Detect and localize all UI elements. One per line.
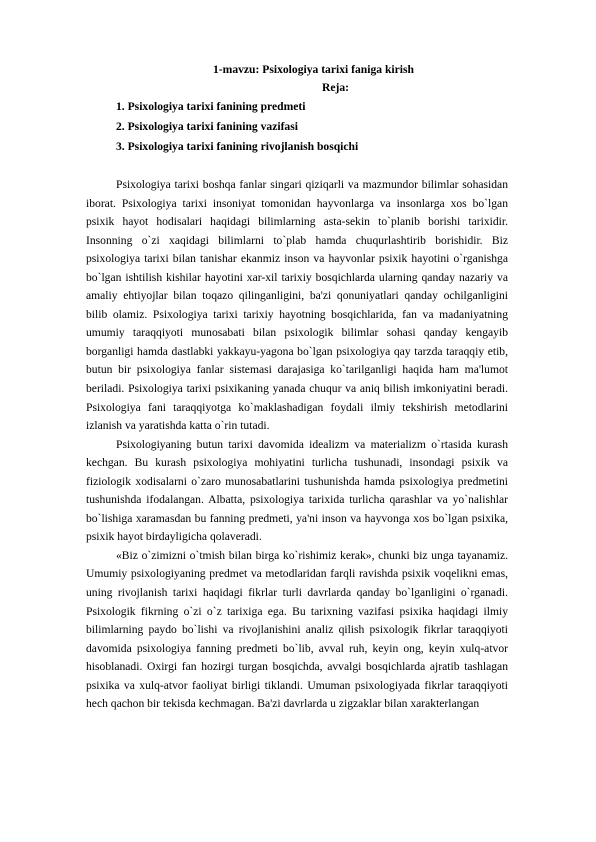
plan-heading: Reja: bbox=[322, 81, 350, 94]
document-body bbox=[86, 176, 508, 714]
plan-list bbox=[116, 97, 358, 157]
plan-item: 2. Psixologiya tarixi fanining vazifasi bbox=[116, 120, 298, 133]
document-title: 1-mavzu: Psixologiya tarixi faniga kirish bbox=[213, 63, 414, 76]
plan-item: 3. Psixologiya tarixi fanining rivojlanish bosqichi bbox=[116, 140, 359, 153]
body-paragraph: Psixologiya tarixi boshqa fanlar singari qiziqarli va mazmundor bilimlar sohasidan iborat. Psixologiya tarixi insoniyat tomonidan hayvonlarga va insonlarga xos bo`lgan psixik hayot hodisalari haqidagi bilimlarning asta-sekin to`planib borishi tarixidir. Insonning o`zi xaqidagi bilimlarni to`plab hamda chuqurlashtirib borishidir. Biz psixologiya tarixi bilan tanishar ekanmiz inson va hayvonlar psixik hayotini o`rganishga bo`lgan ishtilish kishilar hayotini xar-xil tarixiy bosqichlarda ularning qanday nazariy va amaliy ehtiyojlar bilan toqazo qilinganligini, ba'zi qonuniyatlari qanday ochilganligini bilib olamiz. Psixologiya tarixi tarixiy hayotning bosqichlarida, fan va madaniyatning umumiy taraqqiyoti munosabati bilan psixologik bilimlar sohasi qanday kengayib borganligi hamda dastlabki yakkayu-yagona bo`lgan psixologiya qay tarzda taraqqiy etib, butun bir psixologiya fanlar sistemasi darajasiga ko`tarilganligi haqida ham ma'lumot beriladi. Psixologiya tarixi psixikaning yanada chuqur va aniq bilish imkoniyatini beradi. Psixologiya fani taraqqiyotga ko`maklashadigan foydali ilmiy tekshirish metodlarini izlanish va yaratishda katta o`rin tutadi. bbox=[86, 178, 508, 433]
body-paragraph: «Biz o`zimizni o`tmish bilan birga ko`rishimiz kerak», chunki biz unga tayanamiz. Umumiy psixologiyaning predmet va metodlaridan farqli ravishda psixik voqelikni emas, uning rivojlanish tarixi haqidagi fikrlar turli davrlarda qanday bo`lganligini o`rganadi. Psixologik fikrning o`zi o`z tarixiga ega. Bu tarixning vazifasi psixika haqidagi ilmiy bilimlarning paydo bo`lishi va rivojlanishini analiz qilish psixologik fikrlar taraqqiyoti davomida psixologiya fanning predmeti bo`lib, avval ruh, keyin ong, keyin xulq-atvor hisoblanadi. Oxirgi fan hozirgi turgan bosqichda, avvalgi bosqichlarda ajratib tashlagan psixika va xulq-atvor faoliyat birligi tiklandi. Umuman psixologiyada fikrlar taraqqiyoti hech qachon bir tekisda kechmagan. Ba'zi davrlarda u zigzaklar bilan xarakterlangan bbox=[86, 548, 508, 711]
body-paragraph: Psixologiyaning butun tarixi davomida idealizm va materializm o`rtasida kurash kechgan. Bu kurash psixologiya mohiyatini turlicha tushunadi, insondagi psixik va fiziologik xodisalarni o`zaro munosabatlarini tushunishda hamda psixologiya predmetini tushunishda ifodalangan. Albatta, psixologiya tarixida turlicha qarashlar va yo`nalishlar bo`lishiga xaramasdan bu fanning predmeti, ya'ni inson va hayvonga xos bo`lgan psixika, psixik hayot birdayligicha qolaveradi. bbox=[86, 437, 508, 544]
plan-item: 1. Psixologiya tarixi fanining predmeti bbox=[116, 100, 306, 113]
